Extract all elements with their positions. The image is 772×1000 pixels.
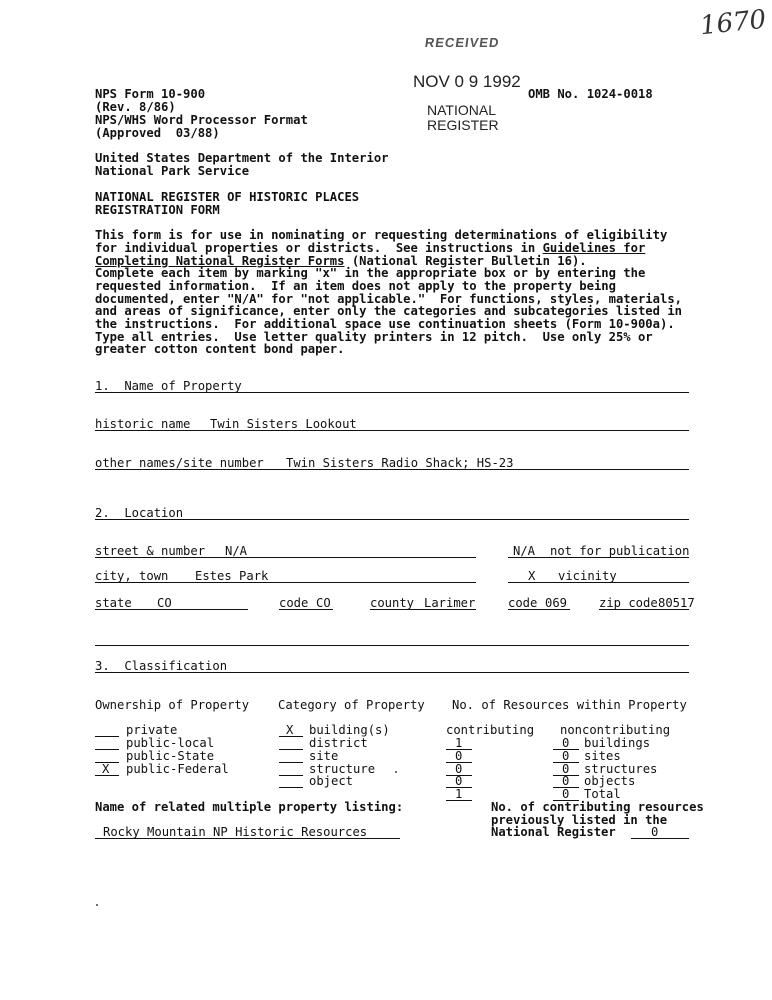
noncontributing-total[interactable]: 0 [562, 787, 570, 801]
ownership-mark[interactable]: X [102, 762, 110, 776]
location-blank-rule [95, 645, 689, 646]
contributing-total[interactable]: 1 [455, 787, 463, 801]
form-approved: (Approved 03/88) [95, 126, 220, 140]
ownership-blank [95, 736, 119, 737]
resource-label: Total [584, 787, 621, 801]
service-name: National Park Service [95, 164, 250, 178]
date-stamp: NOV 0 9 1992 [413, 72, 521, 91]
noncontributing-count[interactable]: 0 [562, 749, 570, 763]
section-3-heading: 3. Classification [95, 659, 228, 673]
not-for-publication-field[interactable]: N/A [513, 544, 536, 558]
category-label: structure [309, 762, 376, 776]
instructions-line: This form is for use in nominating or requesting determinations of eligibility [95, 228, 668, 242]
zip-label: zip code [599, 596, 658, 610]
instructions-line: documented, enter "N/A" for "not applicable." For functions, styles, materials, [95, 292, 682, 306]
previously-listed-field[interactable]: 0 [651, 825, 659, 839]
related-listing-label: Name of related multiple property listing: [95, 800, 404, 814]
resource-label: objects [584, 774, 636, 788]
state-field[interactable]: CO [157, 596, 172, 610]
received-stamp: RECEIVED [423, 35, 501, 50]
contributing-count[interactable]: 0 [455, 774, 463, 788]
category-label: district [309, 736, 368, 750]
previously-listed-rule [631, 838, 689, 839]
form-number: NPS Form 10-900 [95, 87, 206, 101]
street-label: street & number [95, 544, 206, 558]
instructions-line: for individual properties or districts. See instructions in Guidelines for [95, 241, 646, 255]
previously-listed-label: No. of contributing resources [491, 800, 704, 814]
noncontributing-count[interactable]: 0 [562, 736, 570, 750]
instructions-line: and areas of significance, enter only the categories and subcategories listed in [95, 304, 682, 318]
instructions-line: requested information. If an item does not apply to the property being [95, 279, 616, 293]
contributing-header: contributing [446, 723, 535, 737]
related-listing-rule [95, 838, 400, 839]
category-blank [279, 749, 303, 750]
omb-number: OMB No. 1024-0018 [528, 87, 653, 101]
county-code-field[interactable]: 069 [545, 596, 568, 610]
resource-label: structures [584, 762, 658, 776]
street-rule [95, 557, 476, 558]
vicinity-label: vicinity [558, 569, 617, 583]
state-label: state [95, 596, 132, 610]
street-field[interactable]: N/A [225, 544, 248, 558]
other-names-field[interactable]: Twin Sisters Radio Shack; HS-23 [286, 456, 514, 470]
vicinity-rule [508, 582, 689, 583]
category-blank [279, 736, 303, 737]
previously-listed-label: National Register [491, 825, 616, 839]
other-names-rule [95, 469, 689, 470]
historic-name-field[interactable]: Twin Sisters Lookout [210, 417, 357, 431]
instructions-line: Type all entries. Use letter quality printers in 12 pitch. Use only 25% or [95, 330, 653, 344]
ownership-label: public-State [126, 749, 215, 763]
historic-name-rule [95, 430, 689, 431]
not-for-publication-rule [508, 557, 689, 558]
resources-header: No. of Resources within Property [452, 698, 687, 712]
ownership-label: private [126, 723, 178, 737]
state-code-rule [279, 609, 333, 610]
contributing-count[interactable]: 1 [455, 736, 463, 750]
category-label: building(s) [309, 723, 390, 737]
section-1-heading: 1. Name of Property [95, 379, 242, 393]
guidelines-link-cont: Completing National Register Forms [95, 254, 345, 268]
resource-label: sites [584, 749, 621, 763]
stray-mark [96, 904, 98, 906]
form-format: NPS/WHS Word Processor Format [95, 113, 308, 127]
noncontributing-count[interactable]: 0 [562, 762, 570, 776]
category-blank [279, 762, 303, 763]
section-2-heading: 2. Location [95, 506, 184, 520]
zip-field[interactable]: 80517 [658, 596, 695, 610]
register-stamp-line2: REGISTER [427, 117, 499, 133]
form-revision: (Rev. 8/86) [95, 100, 176, 114]
contributing-count[interactable]: 0 [455, 749, 463, 763]
state-code-label: code [279, 596, 309, 610]
agency-name: United States Department of the Interior [95, 151, 389, 165]
category-label: object [309, 774, 354, 788]
zip-rule [599, 609, 689, 610]
county-code-rule [508, 609, 570, 610]
previously-listed-label: previously listed in the [491, 813, 668, 827]
noncontributing-count[interactable]: 0 [562, 774, 570, 788]
ownership-header: Ownership of Property [95, 698, 250, 712]
section-1-rule [95, 392, 689, 393]
guidelines-link: Guidelines for [542, 241, 646, 255]
ownership-blank [95, 749, 119, 750]
city-rule [95, 582, 476, 583]
category-mark[interactable]: X [286, 723, 294, 737]
instructions-line: the instructions. For additional space use continuation sheets (Form 10-900a). [95, 317, 675, 331]
contributing-blank [446, 800, 472, 801]
instructions-line: greater cotton content bond paper. [95, 342, 345, 356]
historic-name-label: historic name [95, 417, 191, 431]
handwritten-number: 1670 [698, 4, 768, 42]
category-blank [279, 787, 303, 788]
instructions-line: Complete each item by marking "x" in the appropriate box or by entering the [95, 266, 646, 280]
noncontributing-header: noncontributing [560, 723, 671, 737]
register-stamp-line1: NATIONAL [427, 102, 496, 118]
section-3-rule [95, 672, 689, 673]
not-for-publication-label: not for publication [550, 544, 690, 558]
category-blank [279, 775, 303, 776]
stray-mark [395, 771, 397, 773]
city-label: city, town [95, 569, 169, 583]
contributing-count[interactable]: 0 [455, 762, 463, 776]
ownership-blank [95, 775, 119, 776]
section-2-rule [95, 519, 689, 520]
county-label: county [370, 596, 415, 610]
ownership-label: public-local [126, 736, 215, 750]
category-label: site [309, 749, 339, 763]
other-names-label: other names/site number [95, 456, 264, 470]
related-listing-field[interactable]: Rocky Mountain NP Historic Resources [103, 825, 368, 839]
category-header: Category of Property [278, 698, 425, 712]
county-code-label: code [508, 596, 538, 610]
form-title: NATIONAL REGISTER OF HISTORIC PLACES [95, 190, 360, 204]
instructions-line: Completing National Register Forms (National Register Bulletin 16). [95, 254, 587, 268]
city-field[interactable]: Estes Park [195, 569, 269, 583]
state-rule [95, 609, 248, 610]
ownership-label: public-Federal [126, 762, 229, 776]
state-code-field[interactable]: CO [316, 596, 331, 610]
form-subtitle: REGISTRATION FORM [95, 203, 220, 217]
resource-label: buildings [584, 736, 651, 750]
county-field[interactable]: Larimer [424, 596, 476, 610]
county-rule [370, 609, 476, 610]
vicinity-mark[interactable]: X [528, 569, 536, 583]
